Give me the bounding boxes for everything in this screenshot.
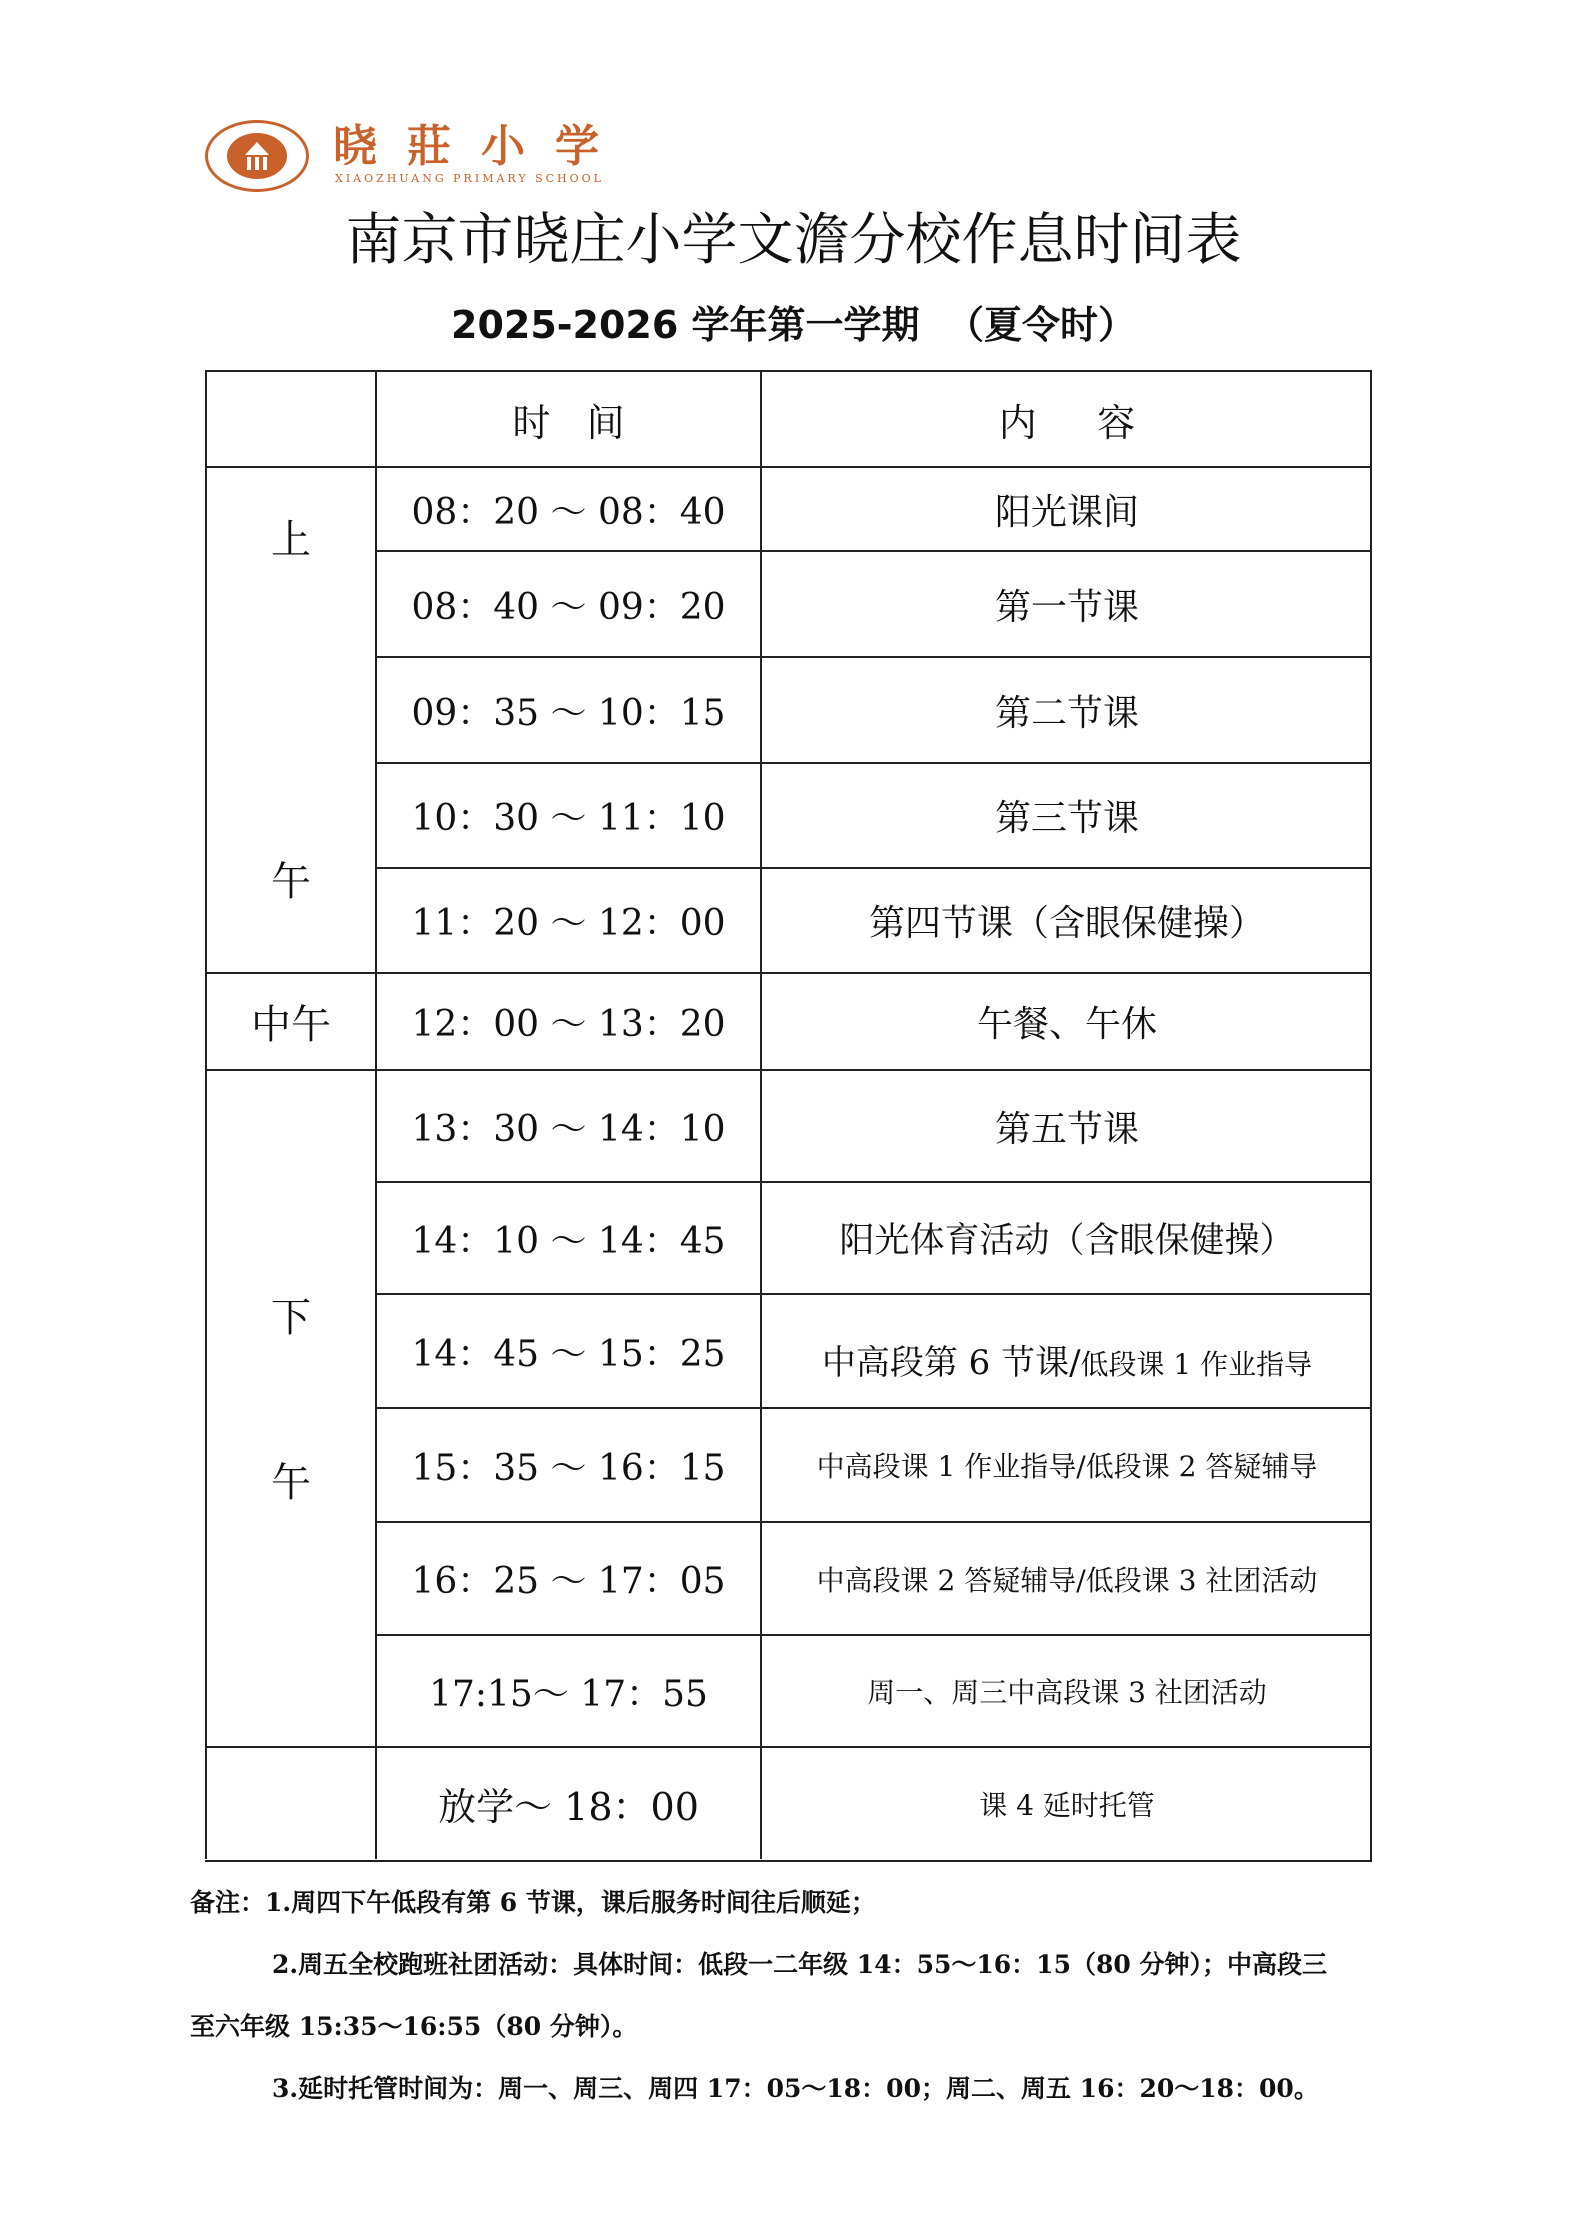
noon-segment-cell [205,972,375,1069]
content-cell: 阳光课间 [760,466,1372,550]
time-cell: 08：20 ～ 08：40 [375,466,760,550]
afternoon-label-2: 午 [271,1460,311,1506]
note-line: 3.延时托管时间为：周一、周三、周四 17：05～18：00；周二、周五 16：20～18：00。 [272,2074,1319,2103]
noon-label: 中午 [251,1002,331,1048]
content-cell: 课 4 延时托管 [760,1746,1372,1859]
content-cell: 第二节课 [760,656,1372,762]
time-cell: 11：20 ～ 12：00 [375,867,760,972]
note-line: 至六年级 15:35～16:55（80 分钟）。 [190,2012,638,2041]
time-cell: 14：10 ～ 14：45 [375,1181,760,1293]
header-segment-cell [205,370,375,466]
morning-label-2: 午 [271,859,311,905]
content-small-text: 低段课 1 作业指导 [1080,1348,1313,1381]
time-cell: 13：30 ～ 14：10 [375,1069,760,1181]
content-cell: 第三节课 [760,762,1372,867]
content-cell: 第一节课 [760,550,1372,656]
time-cell: 12：00 ～ 13：20 [375,972,760,1069]
school-logo-english: XIAOZHUANG PRIMARY SCHOOL [335,172,604,185]
page-subtitle: 2025-2026 学年第一学期 （夏令时） [451,303,1136,347]
school-logo [205,120,645,192]
content-cell: 周一、周三中高段课 3 社团活动 [760,1634,1372,1746]
time-cell: 16：25 ～ 17：05 [375,1521,760,1634]
afternoon-label-1: 下 [271,1295,311,1341]
note-line: 2.周五全校跑班社团活动：具体时间：低段一二年级 14：55～16：15（80 分钟）；中高段三 [272,1950,1327,1979]
page-title: 南京市晓庄小学文澹分校作息时间表 [345,208,1242,273]
time-cell: 08：40 ～ 09：20 [375,550,760,656]
schedule-table [205,370,1372,1862]
header-content-cell: 内 容 [760,370,1372,466]
afternoon-segment-cell [205,1069,375,1746]
content-cell: 中高段课 2 答疑辅导/低段课 3 社团活动 [760,1521,1372,1634]
time-cell: 17:15～ 17：55 [375,1634,760,1746]
content-cell: 第五节课 [760,1069,1372,1181]
content-cell: 中高段课 1 作业指导/低段课 2 答疑辅导 [760,1407,1372,1521]
time-cell: 放学～ 18：00 [375,1746,760,1859]
dismissal-segment-cell [205,1746,375,1859]
time-cell: 10：30 ～ 11：10 [375,762,760,867]
notes [190,1872,1390,2120]
time-cell: 14：45 ～ 15：25 [375,1293,760,1407]
note-line: 备注：1.周四下午低段有第 6 节课，课后服务时间往后顺延； [190,1888,876,1917]
content-cell [760,1293,1372,1407]
time-cell: 09：35 ～ 10：15 [375,656,760,762]
content-main-text: 中高段第 6 节课/ [821,1343,1081,1383]
time-cell: 15：35 ～ 16：15 [375,1407,760,1521]
school-logo-name: 晓莊小学 [333,121,629,172]
content-cell: 第四节课（含眼保健操） [760,867,1372,972]
content-cell: 午餐、午休 [760,972,1372,1069]
school-emblem-icon [205,120,309,192]
morning-label-1: 上 [271,517,311,563]
morning-segment-cell [205,466,375,972]
content-cell: 阳光体育活动（含眼保健操） [760,1181,1372,1293]
header-time-cell: 时 间 [375,370,760,466]
